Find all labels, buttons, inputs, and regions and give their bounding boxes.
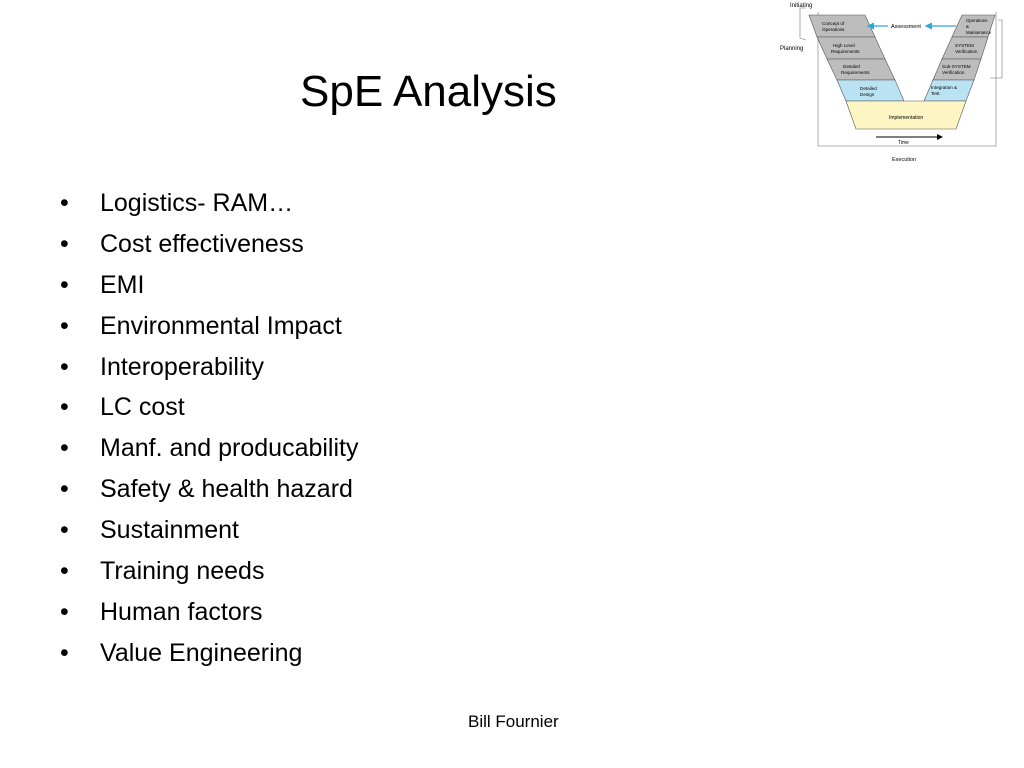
phase-label: High Level Requirements [831,43,860,54]
phase-label: Integration & Test [931,85,958,96]
bullet-item [60,306,358,347]
bullet-item [60,347,358,388]
phase-label: Operations & Maintenance [966,18,992,35]
implementation-label: Implementation [889,115,924,121]
bullet-text: EMI [100,270,145,299]
bullet-text: Sustainment [100,516,239,545]
bullet-text: LC cost [100,393,185,422]
bullet-list [60,183,358,674]
initiating-label: Initiating [790,3,813,9]
bullet-text: Logistics- RAM… [100,189,294,217]
bullet-item [60,551,358,592]
bullet-text: Training needs [100,557,265,586]
bullet-marker: • [60,516,69,545]
phase-label: Sub-SYSTEM Verification [942,64,971,75]
bullet-item [60,469,358,510]
bullet-text: Interoperability [100,352,264,381]
bullet-marker: • [60,270,69,299]
bullet-item [60,224,358,265]
phase-label: Concept of Operations [822,21,845,32]
bullet-text: Cost effectiveness [100,229,304,258]
footer-author: Bill Fournier [468,712,559,731]
bullet-item [60,633,358,674]
bullet-item [60,592,358,633]
bullet-item [60,428,358,469]
bullet-text: Manf. and producability [100,434,359,463]
bullet-text: Human factors [100,597,263,626]
bullet-marker: • [60,597,69,626]
v-model-diagram [776,0,1004,168]
v-phase [817,37,885,59]
v-phase [809,15,875,37]
planning-label: Planning [780,46,804,52]
bullet-text: Safety & health hazard [100,475,353,504]
bullet-marker: • [60,557,69,586]
bullet-marker: • [60,393,69,422]
bullet-item [60,387,358,428]
time-label: Time [898,140,909,146]
bullet-marker: • [60,311,69,340]
bullet-marker: • [60,229,69,258]
phase-label: Detailed Requirements [841,64,870,75]
bullet-item [60,183,358,224]
phase-label: SYSTEM Verification [955,43,978,54]
initiating-bracket [800,8,806,40]
bullet-marker: • [60,475,69,504]
bullet-item [60,510,358,551]
execution-label: Execution [892,157,917,163]
bullet-item [60,265,358,306]
v-phase [942,37,988,59]
phase-label: Detailed Design [860,86,877,97]
bullet-marker: • [60,189,69,217]
bullet-marker: • [60,352,69,381]
bullet-marker: • [60,638,69,667]
slide-title: SpE Analysis [300,67,557,116]
assessment-label: Assessment [891,24,921,30]
bullet-text: Value Engineering [100,638,303,667]
bullet-text: Environmental Impact [100,311,342,340]
bullet-marker: • [60,434,69,463]
